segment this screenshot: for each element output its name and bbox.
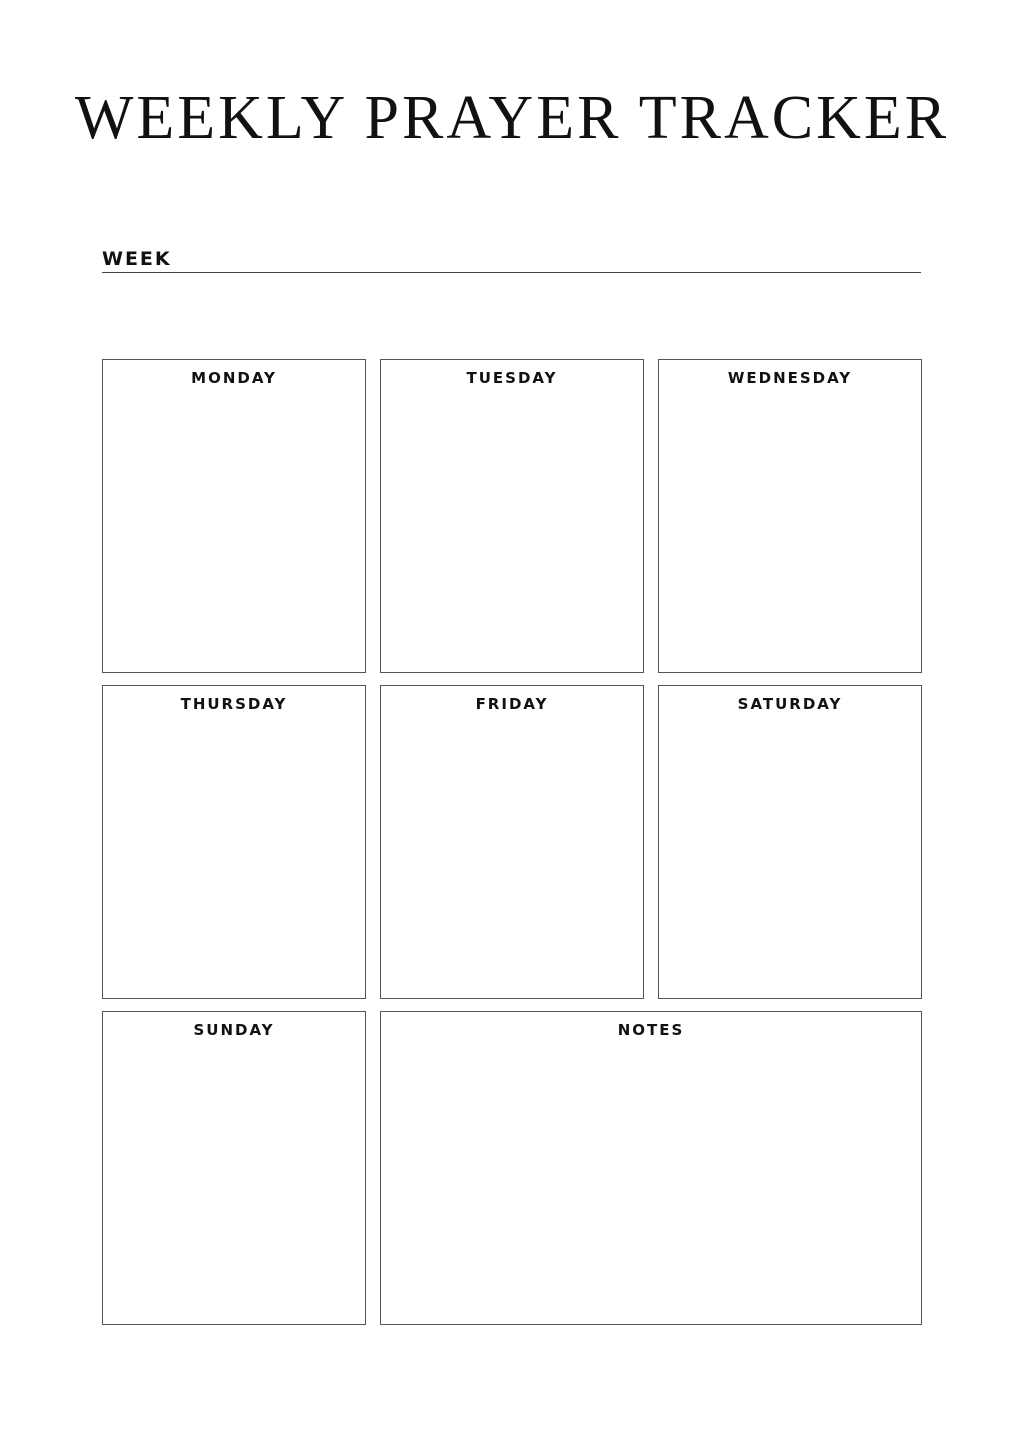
monday-label: MONDAY <box>191 369 277 387</box>
wednesday-label: WEDNESDAY <box>727 369 853 387</box>
sunday-label: SUNDAY <box>193 1021 275 1039</box>
tuesday-box[interactable] <box>380 359 644 673</box>
thursday-box[interactable] <box>102 685 366 999</box>
monday-box[interactable] <box>102 359 366 673</box>
notes-label: NOTES <box>617 1021 685 1039</box>
saturday-label: SATURDAY <box>737 695 843 713</box>
sunday-box[interactable] <box>102 1011 366 1325</box>
week-label: WEEK <box>102 248 172 270</box>
notes-box[interactable] <box>380 1011 922 1325</box>
page-title: WEEKLY PRAYER TRACKER <box>74 84 950 152</box>
saturday-box[interactable] <box>658 685 922 999</box>
tuesday-label: TUESDAY <box>466 369 558 387</box>
friday-box[interactable] <box>380 685 644 999</box>
week-field[interactable] <box>102 246 921 273</box>
friday-label: FRIDAY <box>475 695 549 713</box>
thursday-label: THURSDAY <box>180 695 288 713</box>
wednesday-box[interactable] <box>658 359 922 673</box>
